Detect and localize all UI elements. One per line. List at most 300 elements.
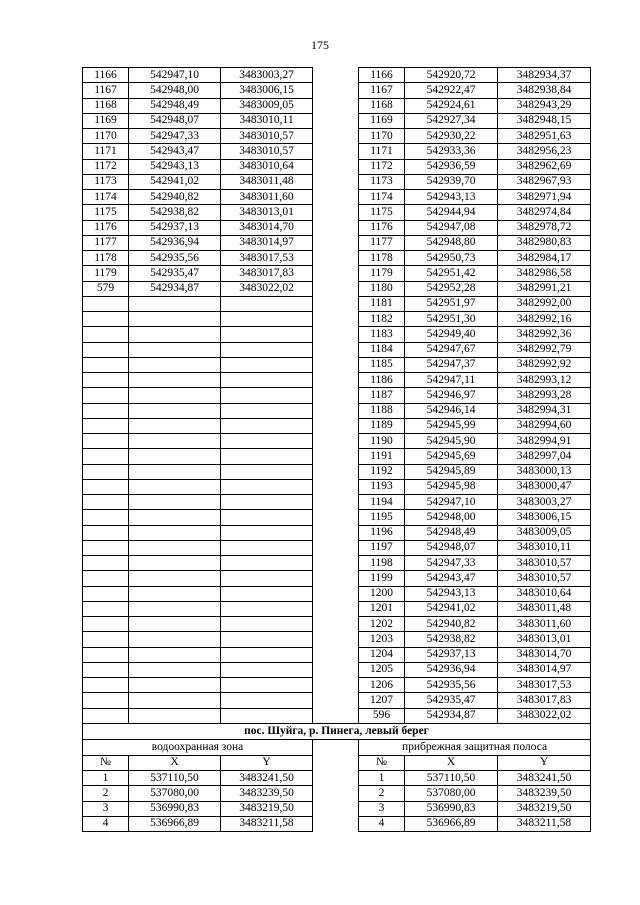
right-x-cell: 542945,90 [405,434,498,449]
right-number-cell: 3 [359,801,405,816]
left-x-cell [129,510,221,525]
right-y-cell: 3483239,50 [498,786,591,801]
right-x-cell: 542939,70 [405,174,498,189]
gap-cell [313,601,359,616]
right-number-cell: 1202 [359,617,405,632]
right-y-cell: 3483010,57 [498,556,591,571]
left-x-cell [129,693,221,708]
left-x-cell [129,617,221,632]
left-x-cell: 542935,56 [129,251,221,266]
table-row [83,266,591,281]
table-row [83,159,591,174]
right-number-cell: 1177 [359,235,405,250]
left-x-cell [129,556,221,571]
left-number-cell [83,601,129,616]
gap-cell [313,678,359,693]
left-number-cell [83,373,129,388]
left-x-cell: 536966,89 [129,816,221,831]
left-x-cell [129,586,221,601]
col-header-number: № [359,755,405,770]
right-x-cell: 542951,42 [405,266,498,281]
left-x-cell [129,312,221,327]
right-x-cell: 537080,00 [405,786,498,801]
left-x-cell: 542943,13 [129,159,221,174]
table-row [83,647,591,662]
table-row [83,678,591,693]
left-x-cell [129,479,221,494]
right-number-cell: 1167 [359,83,405,98]
left-x-cell [129,403,221,418]
left-number-cell [83,571,129,586]
table-row [83,708,591,723]
right-y-cell: 3482986,58 [498,266,591,281]
right-number-cell: 1180 [359,281,405,296]
right-x-cell: 542946,97 [405,388,498,403]
left-number-cell [83,693,129,708]
left-number-cell [83,540,129,555]
left-number-cell: 1173 [83,174,129,189]
right-x-cell: 542947,08 [405,220,498,235]
right-y-cell: 3482962,69 [498,159,591,174]
gap-cell [313,129,359,144]
left-y-cell [221,327,313,342]
left-x-cell [129,708,221,723]
left-number-cell: 1167 [83,83,129,98]
left-y-cell [221,403,313,418]
right-number-cell: 1186 [359,373,405,388]
left-number-cell [83,449,129,464]
right-x-cell: 542927,34 [405,113,498,128]
right-y-cell: 3482992,00 [498,296,591,311]
right-number-cell: 1206 [359,678,405,693]
table-row [83,540,591,555]
left-y-cell [221,434,313,449]
left-number-cell: 1166 [83,68,129,83]
section-title-row [83,723,591,739]
right-y-cell: 3482993,12 [498,373,591,388]
left-y-cell [221,662,313,677]
coordinates-table [82,67,591,832]
table-row [83,479,591,494]
right-x-cell: 542935,47 [405,693,498,708]
gap-cell [313,312,359,327]
right-x-cell: 542949,40 [405,327,498,342]
left-number-cell: 1175 [83,205,129,220]
table-row [83,449,591,464]
left-x-cell: 542947,10 [129,68,221,83]
right-y-cell: 3483241,50 [498,771,591,786]
gap-cell [313,190,359,205]
right-y-cell: 3482984,17 [498,251,591,266]
right-number-cell: 1197 [359,540,405,555]
table-row [83,632,591,647]
right-y-cell: 3483000,47 [498,479,591,494]
right-x-cell: 542943,13 [405,190,498,205]
right-x-cell: 542944,94 [405,205,498,220]
left-number-cell [83,495,129,510]
right-number-cell: 1190 [359,434,405,449]
right-x-cell: 542937,13 [405,647,498,662]
table-row [83,571,591,586]
right-y-cell: 3482993,28 [498,388,591,403]
right-y-cell: 3483006,15 [498,510,591,525]
table-row [83,235,591,250]
right-y-cell: 3482994,91 [498,434,591,449]
left-number-cell: 4 [83,816,129,831]
gap-cell [313,281,359,296]
right-x-cell: 542945,98 [405,479,498,494]
right-y-cell: 3482978,72 [498,220,591,235]
left-number-cell: 1 [83,771,129,786]
right-x-cell: 542933,36 [405,144,498,159]
left-y-cell: 3483009,05 [221,98,313,113]
right-number-cell: 1203 [359,632,405,647]
left-number-cell [83,647,129,662]
gap-cell [313,357,359,372]
gap-cell [313,525,359,540]
right-x-cell: 542945,69 [405,449,498,464]
left-number-cell: 1174 [83,190,129,205]
right-number-cell: 1176 [359,220,405,235]
gap-cell [313,83,359,98]
right-x-cell: 542948,80 [405,235,498,250]
gap-cell [313,662,359,677]
left-number-cell [83,617,129,632]
left-y-cell [221,479,313,494]
left-y-cell: 3483219,50 [221,801,313,816]
right-number-cell: 1169 [359,113,405,128]
right-y-cell: 3482974,84 [498,205,591,220]
right-number-cell: 1185 [359,357,405,372]
table-row [83,190,591,205]
gap-cell [313,98,359,113]
right-number-cell: 1198 [359,556,405,571]
left-x-cell [129,327,221,342]
table-row [83,601,591,616]
right-y-cell: 3483011,60 [498,617,591,632]
right-x-cell: 542936,59 [405,159,498,174]
left-x-cell: 542948,00 [129,83,221,98]
table-row [83,68,591,83]
gap-cell [313,403,359,418]
left-number-cell [83,342,129,357]
left-number-cell [83,312,129,327]
right-y-cell: 3483017,83 [498,693,591,708]
left-number-cell: 1179 [83,266,129,281]
table-row [83,327,591,342]
table-row [83,434,591,449]
gap-cell [313,693,359,708]
gap-cell [313,755,359,770]
right-y-cell: 3482992,16 [498,312,591,327]
right-x-cell: 542938,82 [405,632,498,647]
left-y-cell: 3483003,27 [221,68,313,83]
left-x-cell: 542934,87 [129,281,221,296]
left-y-cell [221,601,313,616]
right-number-cell: 1196 [359,525,405,540]
left-x-cell [129,342,221,357]
left-y-cell [221,357,313,372]
right-number-cell: 1183 [359,327,405,342]
left-y-cell [221,540,313,555]
right-number-cell: 1 [359,771,405,786]
left-y-cell [221,693,313,708]
left-x-cell: 542940,82 [129,190,221,205]
gap-cell [313,418,359,433]
left-number-cell [83,296,129,311]
right-x-cell: 542945,99 [405,418,498,433]
gap-cell [313,205,359,220]
right-x-cell: 542943,47 [405,571,498,586]
zone-header-row [83,739,591,755]
gap-cell [313,771,359,786]
table-row [83,464,591,479]
table-row [83,312,591,327]
left-x-cell: 542943,47 [129,144,221,159]
right-y-cell: 3482948,15 [498,113,591,128]
left-number-cell [83,388,129,403]
right-x-cell: 542952,28 [405,281,498,296]
right-x-cell: 536966,89 [405,816,498,831]
gap-cell [313,816,359,831]
left-number-cell [83,510,129,525]
left-y-cell [221,388,313,403]
table-row [83,418,591,433]
gap-cell [313,556,359,571]
right-x-cell: 542947,67 [405,342,498,357]
left-y-cell [221,296,313,311]
left-y-cell: 3483013,01 [221,205,313,220]
left-number-cell [83,479,129,494]
table-row [83,281,591,296]
left-number-cell: 1168 [83,98,129,113]
left-x-cell: 542937,13 [129,220,221,235]
coordinates-body [83,68,591,724]
table-row [83,144,591,159]
right-y-cell: 3482994,31 [498,403,591,418]
left-x-cell [129,571,221,586]
left-x-cell: 542935,47 [129,266,221,281]
left-y-cell [221,647,313,662]
right-number-cell: 1166 [359,68,405,83]
section-title: пос. Шуйга, р. Пинега, левый берег [83,723,591,739]
col-header-x: X [129,755,221,770]
left-x-cell [129,662,221,677]
left-number-cell [83,662,129,677]
left-y-cell [221,632,313,647]
right-y-cell: 3482994,60 [498,418,591,433]
gap-cell [313,617,359,632]
right-number-cell: 1188 [359,403,405,418]
right-x-cell: 542924,61 [405,98,498,113]
left-x-cell: 542947,33 [129,129,221,144]
right-number-cell: 1182 [359,312,405,327]
right-y-cell: 3483219,50 [498,801,591,816]
table-row [83,586,591,601]
left-x-cell [129,464,221,479]
right-number-cell: 1204 [359,647,405,662]
left-y-cell: 3483022,02 [221,281,313,296]
page-number: 175 [311,38,329,52]
right-number-cell: 596 [359,708,405,723]
right-number-cell: 1201 [359,601,405,616]
left-number-cell: 579 [83,281,129,296]
right-x-cell: 536990,83 [405,801,498,816]
left-number-cell [83,556,129,571]
column-header-row [83,755,591,770]
left-number-cell: 1172 [83,159,129,174]
gap-cell [313,327,359,342]
left-y-cell [221,464,313,479]
left-y-cell [221,495,313,510]
left-y-cell: 3483239,50 [221,786,313,801]
left-y-cell [221,449,313,464]
left-y-cell: 3483017,83 [221,266,313,281]
right-y-cell: 3483003,27 [498,495,591,510]
left-y-cell: 3483011,60 [221,190,313,205]
right-y-cell: 3483014,97 [498,662,591,677]
left-x-cell [129,418,221,433]
gap-cell [313,434,359,449]
gap-cell [313,647,359,662]
table-row [83,373,591,388]
table-row [83,495,591,510]
right-zone-title: прибрежная защитная полоса [359,739,591,755]
right-y-cell: 3483009,05 [498,525,591,540]
table-row [83,801,591,816]
right-number-cell: 1192 [359,464,405,479]
table-row [83,816,591,831]
right-y-cell: 3482992,36 [498,327,591,342]
right-y-cell: 3482992,92 [498,357,591,372]
right-x-cell: 542943,13 [405,586,498,601]
table-row [83,296,591,311]
left-y-cell [221,525,313,540]
left-x-cell [129,540,221,555]
right-number-cell: 4 [359,816,405,831]
left-y-cell: 3483010,64 [221,159,313,174]
right-x-cell: 542940,82 [405,617,498,632]
left-y-cell: 3483011,48 [221,174,313,189]
left-zone-title: водоохранная зона [83,739,313,755]
right-number-cell: 1171 [359,144,405,159]
right-x-cell: 542948,00 [405,510,498,525]
left-x-cell [129,525,221,540]
right-number-cell: 1187 [359,388,405,403]
left-y-cell [221,342,313,357]
left-number-cell [83,632,129,647]
right-x-cell: 542948,07 [405,540,498,555]
right-x-cell: 542951,97 [405,296,498,311]
left-y-cell [221,617,313,632]
left-y-cell: 3483006,15 [221,83,313,98]
table-row [83,662,591,677]
left-y-cell: 3483010,57 [221,129,313,144]
right-y-cell: 3483010,11 [498,540,591,555]
gap-cell [313,449,359,464]
left-number-cell [83,678,129,693]
table-row [83,771,591,786]
left-y-cell [221,418,313,433]
left-x-cell: 537110,50 [129,771,221,786]
gap-cell [313,571,359,586]
left-x-cell: 536990,83 [129,801,221,816]
right-y-cell: 3483017,53 [498,678,591,693]
left-number-cell [83,708,129,723]
table-row [83,556,591,571]
gap-cell [313,342,359,357]
table-row [83,357,591,372]
gap-cell [313,510,359,525]
gap-cell [313,388,359,403]
left-number-cell: 1171 [83,144,129,159]
right-number-cell: 1175 [359,205,405,220]
left-x-cell [129,678,221,693]
right-number-cell: 1181 [359,296,405,311]
right-number-cell: 1200 [359,586,405,601]
section-shuiga [83,723,591,770]
left-number-cell: 1178 [83,251,129,266]
left-number-cell: 1169 [83,113,129,128]
gap-cell [313,113,359,128]
left-number-cell [83,434,129,449]
table-row [83,388,591,403]
right-number-cell: 1195 [359,510,405,525]
right-x-cell: 542947,11 [405,373,498,388]
gap-cell [313,739,359,755]
right-x-cell: 542947,10 [405,495,498,510]
gap-cell [313,479,359,494]
table-row [83,205,591,220]
right-x-cell: 542950,73 [405,251,498,266]
table-row [83,510,591,525]
table-row [83,129,591,144]
gap-cell [313,296,359,311]
left-number-cell: 2 [83,786,129,801]
right-x-cell: 542948,49 [405,525,498,540]
right-y-cell: 3483014,70 [498,647,591,662]
left-y-cell [221,510,313,525]
left-number-cell [83,525,129,540]
gap-cell [313,495,359,510]
gap-cell [313,159,359,174]
left-y-cell: 3483241,50 [221,771,313,786]
left-number-cell: 3 [83,801,129,816]
left-number-cell: 1176 [83,220,129,235]
right-number-cell: 2 [359,786,405,801]
gap-cell [313,68,359,83]
right-x-cell: 542920,72 [405,68,498,83]
right-x-cell: 537110,50 [405,771,498,786]
table-row [83,251,591,266]
left-y-cell [221,586,313,601]
right-x-cell: 542935,56 [405,678,498,693]
gap-cell [313,540,359,555]
left-y-cell [221,708,313,723]
left-x-cell: 542936,94 [129,235,221,250]
table-row [83,98,591,113]
left-y-cell [221,556,313,571]
right-y-cell: 3482967,93 [498,174,591,189]
table-row [83,786,591,801]
gap-cell [313,708,359,723]
right-number-cell: 1184 [359,342,405,357]
left-x-cell [129,647,221,662]
right-number-cell: 1199 [359,571,405,586]
right-x-cell: 542947,37 [405,357,498,372]
right-y-cell: 3483011,48 [498,601,591,616]
left-y-cell [221,373,313,388]
